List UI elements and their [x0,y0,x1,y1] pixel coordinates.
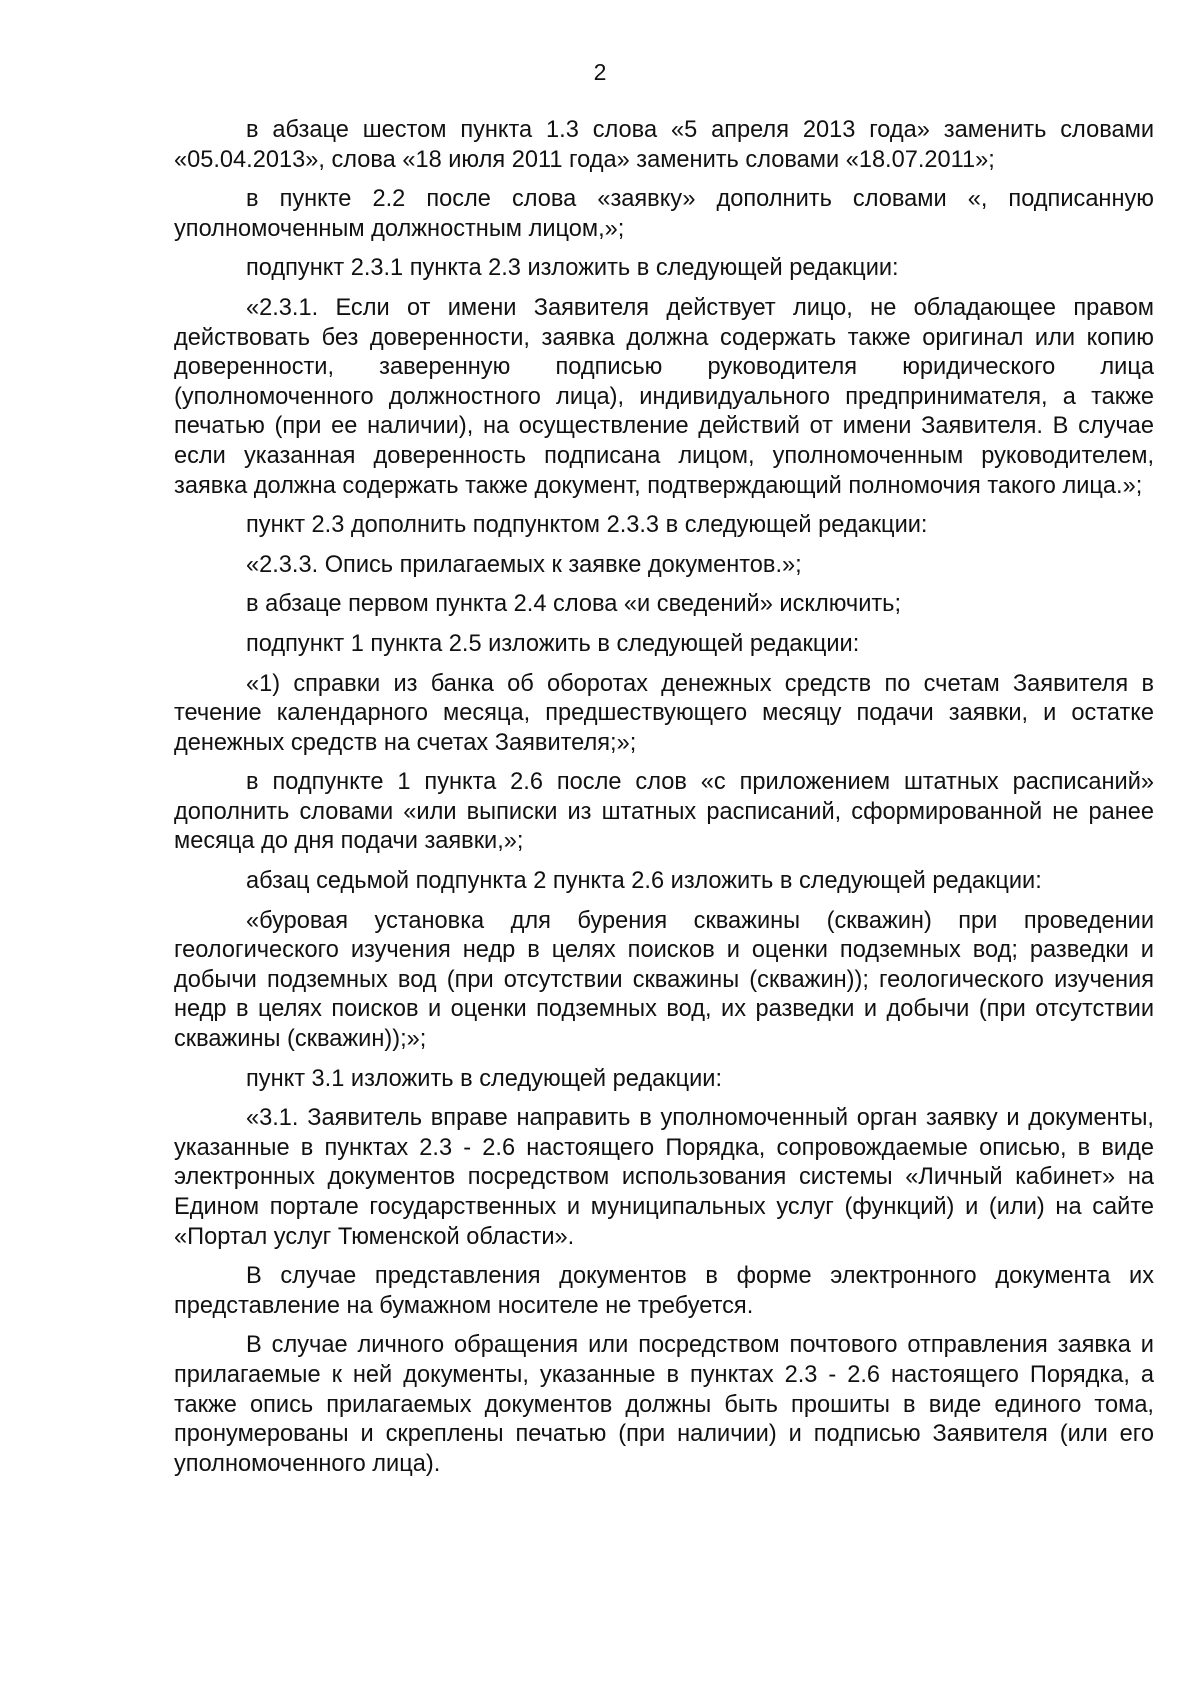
paragraph-6: «2.3.3. Опись прилагаемых к заявке документов.»; [246,551,802,578]
paragraph-13: пункт 3.1 изложить в следующей редакции: [246,1065,723,1092]
paragraph-9: «1) справки из банка об оборотах денежных средств по счетам Заявителя в течение календарного месяца, предшествующего месяцу подачи заявки, и остатке денежных средств на счетах Заявителя;»; [174,670,1154,756]
paragraph-11: абзац седьмой подпункта 2 пункта 2.6 изложить в следующей редакции: [246,868,1042,895]
paragraph-4: «2.3.1. Если от имени Заявителя действует лицо, не обладающее правом действовать без доверенности, заявка должна содержать также оригинал или копию доверенности, заверенную подписью руководителя юридического лица (уполномоченного должностного лица), индивидуального предпринимателя, а также печатью (при ее наличии), на осуществление действий от имени Заявителя. В случае если указанная доверенность подписана лицом, уполномоченным руководителем, заявка должна содержать также документ, подтверждающий полномочия такого лица.»; [174,294,1154,499]
document-body [174,116,1154,1489]
paragraph-8: подпункт 1 пункта 2.5 изложить в следующей редакции: [246,630,860,657]
page-number: 2 [593,59,607,85]
paragraph-16: В случае личного обращения или посредством почтового отправления заявка и прилагаемые к ней документы, указанные в пунктах 2.3 - 2.6 настоящего Порядка, а также опись прилагаемых документов должны быть прошиты в виде единого тома, пронумерованы и скреплены печатью (при наличии) и подписью Заявителя (или его уполномоченного лица). [174,1332,1154,1477]
paragraph-7: в абзаце первом пункта 2.4 слова «и сведений» исключить; [246,591,902,618]
paragraph-2: в пункте 2.2 после слова «заявку» дополнить словами «, подписанную уполномоченным должностным лицом,»; [174,186,1154,242]
paragraph-12: «буровая установка для бурения скважины (скважин) при проведении геологического изучения недр в целях поисков и оценки подземных вод; разведки и добычи подземных вод (при отсутствии скважины (скважин)); геологического изучения недр в целях поисков и оценки подземных вод, их разведки и добычи (при отсутствии скважины (скважин));»; [174,907,1154,1053]
paragraph-5: пункт 2.3 дополнить подпунктом 2.3.3 в следующей редакции: [246,512,928,539]
paragraph-15: В случае представления документов в форме электронного документа их представление на бумажном носителе не требуется. [174,1263,1154,1319]
paragraph-1: в абзаце шестом пункта 1.3 слова «5 апреля 2013 года» заменить словами «05.04.2013», слова «18 июля 2011 года» заменить словами «18.07.2011»; [174,117,1154,173]
paragraph-3: подпункт 2.3.1 пункта 2.3 изложить в следующей редакции: [246,255,899,282]
paragraph-10: в подпункте 1 пункта 2.6 после слов «с приложением штатных расписаний» дополнить словами «или выписки из штатных расписаний, сформированной не ранее месяца до дня подачи заявки,»; [174,769,1154,855]
paragraph-14: «3.1. Заявитель вправе направить в уполномоченный орган заявку и документы, указанные в пунктах 2.3 - 2.6 настоящего Порядка, сопровождаемые описью, в виде электронных документов посредством использования системы «Личный кабинет» на Едином портале государственных и муниципальных услуг (функций) и (или) на сайте «Портал услуг Тюменской области». [174,1105,1154,1250]
